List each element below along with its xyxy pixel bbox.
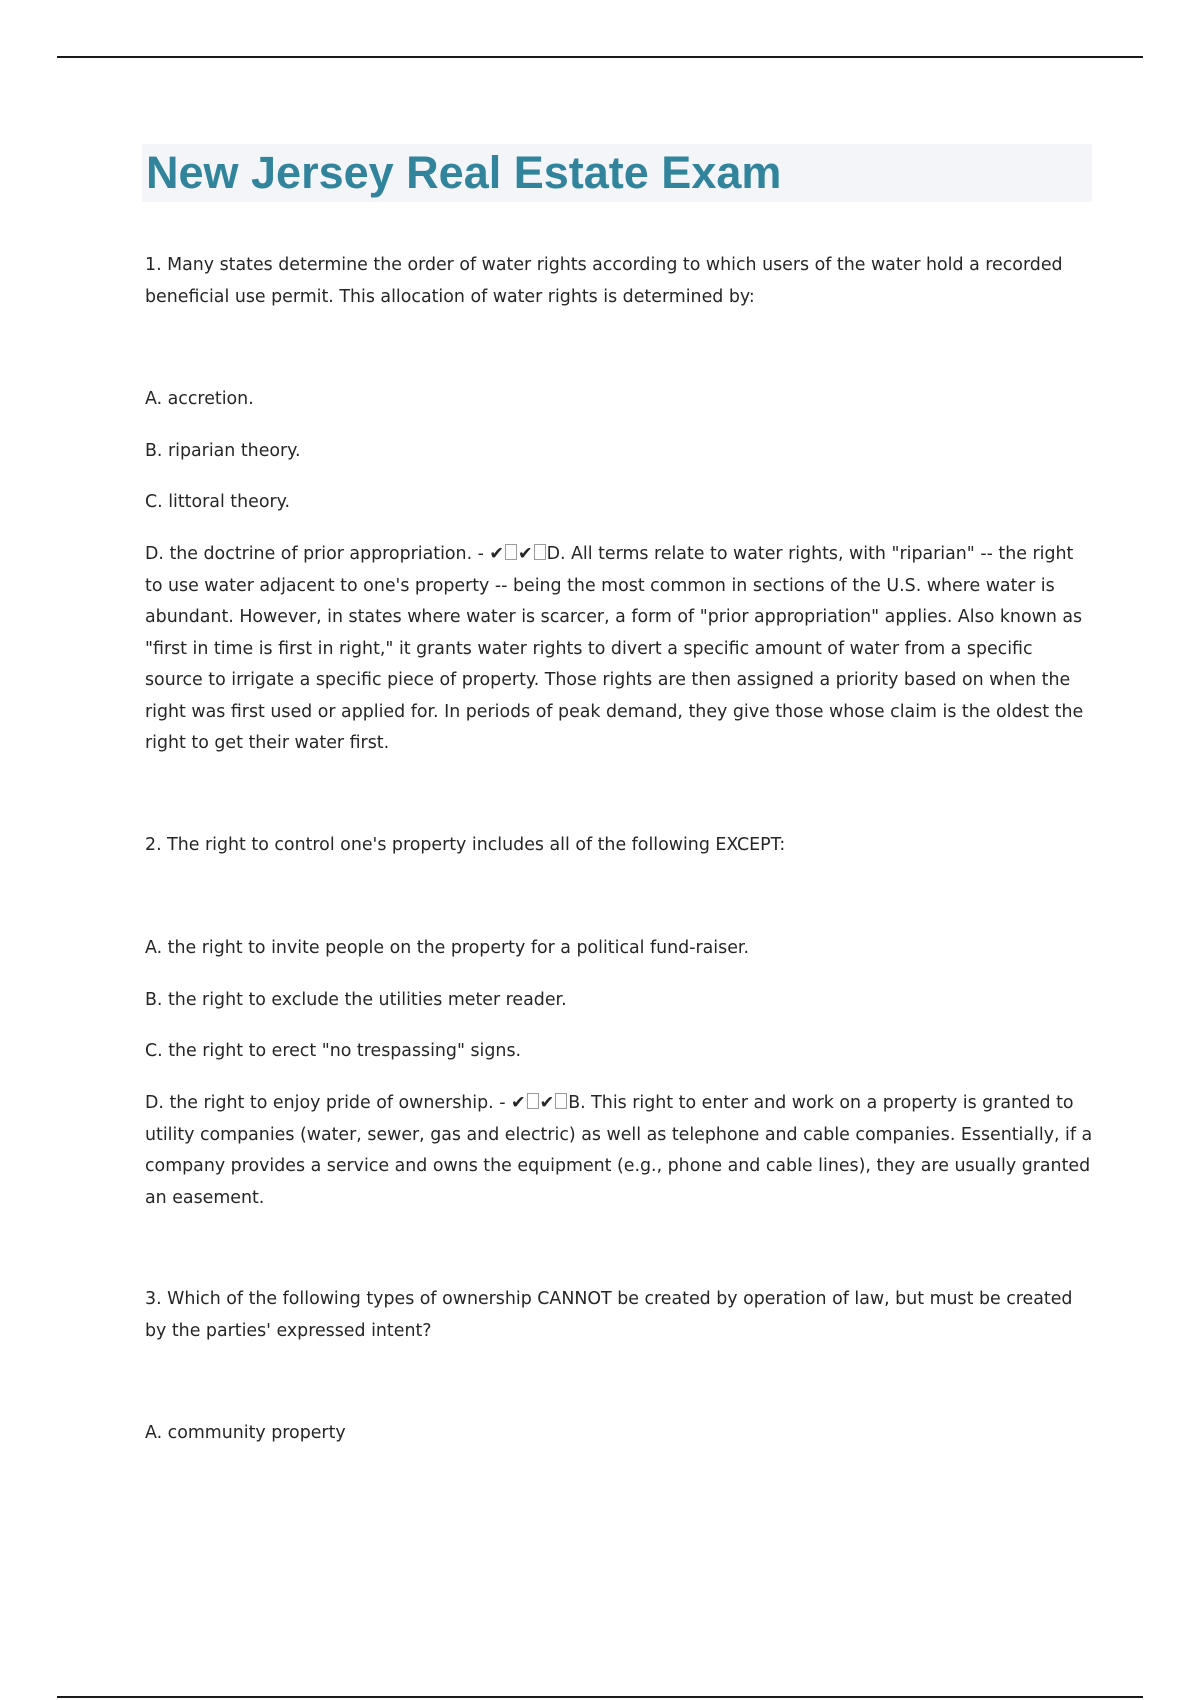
check-icon: ✔ (518, 544, 533, 564)
box-icon (555, 1093, 567, 1109)
question-2-option-c: C. the right to erect "no trespassing" signs. (145, 1041, 522, 1061)
question-1-option-d: D. the doctrine of prior appropriation. (145, 544, 473, 564)
box-icon (527, 1093, 539, 1109)
check-icon: ✔ (539, 1093, 555, 1113)
top-rule (57, 56, 1143, 58)
question-1-explanation: D. All terms relate to water rights, with "riparian" -- the right to use water adjacent to one's property -- being the most common in sections of the U.S. where water is abundant. However, in states where water is scarcer, a form of "prior appropriation" applies. Also known as "first in time is first in right," it grants water rights to divert a specific amount of water from a specific source to irrigate a specific piece of property. Those rights are then assigned a priority based on when the right was first used or applied for. In periods of peak demand, they give those whose claim is the oldest the right to get their water first. (145, 544, 1084, 753)
question-3-stem: 3. Which of the following types of ownership CANNOT be created by operation of law, but must be created by the parties' expressed intent? (145, 1289, 1073, 1341)
box-icon (534, 544, 546, 560)
question-1-option-a: A. accretion. (145, 389, 254, 409)
question-1-answer (145, 539, 1095, 760)
box-icon (505, 544, 517, 560)
question-3-option-a: A. community property (145, 1423, 346, 1443)
question-2-option-d: D. the right to enjoy pride of ownership. (145, 1093, 494, 1113)
question-2-option-b: B. the right to exclude the utilities meter reader. (145, 990, 567, 1010)
answer-check-marker: - ✔ (499, 1093, 526, 1113)
question-2-explanation: B. This right to enter and work on a property is granted to utility companies (water, sewer, gas and electric) as well as telephone and cable companies. Essentially, if a company provides a service and owns the equipment (e.g., phone and cable lines), they are usually granted an easement. (145, 1093, 1093, 1208)
answer-check-marker: - ✔ (477, 544, 504, 564)
document-title: New Jersey Real Estate Exam (146, 147, 782, 198)
question-2-answer (145, 1088, 1095, 1214)
question-2-option-a: A. the right to invite people on the property for a political fund-raiser. (145, 938, 749, 958)
question-1-stem: 1. Many states determine the order of water rights according to which users of the water hold a recorded beneficial use permit. This allocation of water rights is determined by: (145, 255, 1063, 307)
question-2-stem: 2. The right to control one's property includes all of the following EXCEPT: (145, 835, 786, 855)
question-1-option-b: B. riparian theory. (145, 441, 301, 461)
bottom-rule (57, 1696, 1143, 1698)
question-1-option-c: C. littoral theory. (145, 492, 290, 512)
